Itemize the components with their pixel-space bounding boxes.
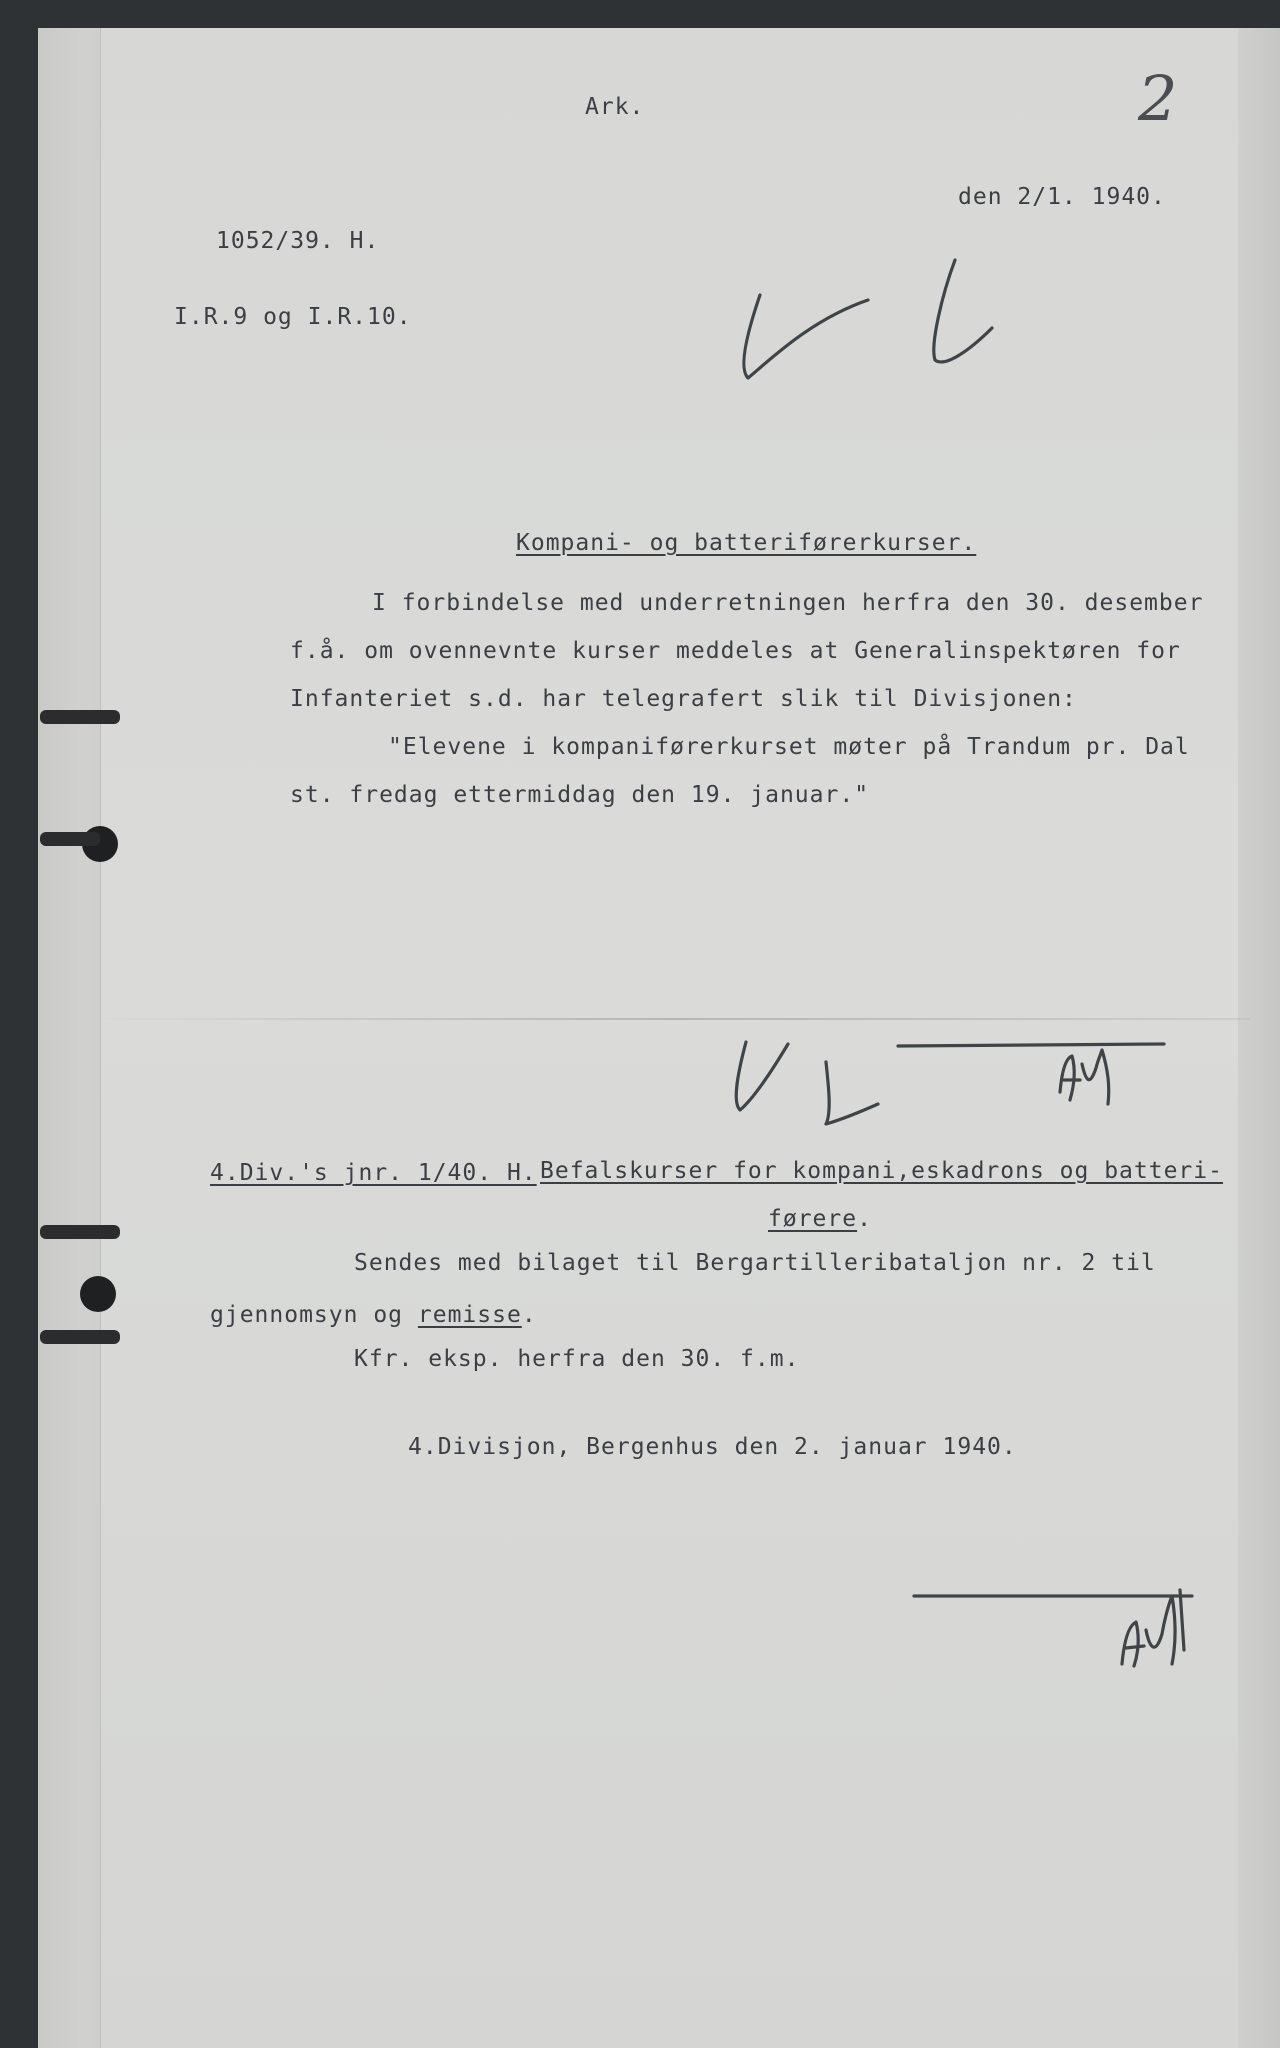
letter-line: f.å. om ovennevnte kurser meddeles at Generalinspektøren for xyxy=(290,638,1181,664)
endorsement-subject-period: . xyxy=(857,1206,872,1232)
letter-line: st. fredag ettermiddag den 19. januar." xyxy=(290,782,870,808)
archive-mark: Ark. xyxy=(585,94,645,120)
punch-hole xyxy=(80,1276,116,1312)
paper-left-margin-strip xyxy=(38,28,101,2048)
endorsement-line xyxy=(210,1304,537,1327)
endorsement-reference: 4.Div.'s jnr. 1/40. H. xyxy=(210,1160,537,1186)
letter-line: "Elevene i kompaniførerkurset møter på Trandum pr. Dal xyxy=(388,734,1190,760)
endorsement-line-start: gjennomsyn og xyxy=(210,1302,418,1328)
endorsement-subject: Befalskurser for kompani,eskadrons og batteri- xyxy=(540,1158,1223,1184)
handwritten-initials-top xyxy=(730,250,1010,390)
endorsement-subject-underlined: førere xyxy=(768,1206,858,1232)
handwritten-page-number: 2 xyxy=(1138,62,1178,135)
reference-number: 1052/39. H. xyxy=(216,228,380,254)
endorsement-place-date: 4.Divisjon, Bergenhus den 2. januar 1940. xyxy=(408,1434,1017,1460)
endorsement-subject-continued xyxy=(768,1208,872,1231)
binding-tear-mark xyxy=(40,1225,120,1239)
binding-tear-mark xyxy=(40,832,100,846)
endorsement-line: Kfr. eksp. herfra den 30. f.m. xyxy=(354,1346,800,1372)
endorsement-line-end: . xyxy=(521,1302,537,1328)
endorsement-underlined-word: remisse xyxy=(417,1302,522,1328)
letter-line: I forbindelse med underretningen herfra den 30. desember xyxy=(372,590,1204,616)
paper-right-edge xyxy=(1238,28,1280,2048)
endorsement-line: Sendes med bilaget til Bergartilleribataljon nr. 2 til xyxy=(354,1250,1156,1276)
recipients: I.R.9 og I.R.10. xyxy=(174,304,412,330)
handwritten-initials-and-signature xyxy=(730,1020,1170,1150)
binding-tear-mark xyxy=(40,1330,120,1344)
binding-tear-mark xyxy=(40,710,120,724)
letter-date: den 2/1. 1940. xyxy=(958,184,1166,210)
letter-title: Kompani- og batteriførerkurser. xyxy=(516,530,977,556)
letter-line: Infanteriet s.d. har telegrafert slik til Divisjonen: xyxy=(290,686,1077,712)
handwritten-signature-bottom xyxy=(900,1560,1200,1680)
